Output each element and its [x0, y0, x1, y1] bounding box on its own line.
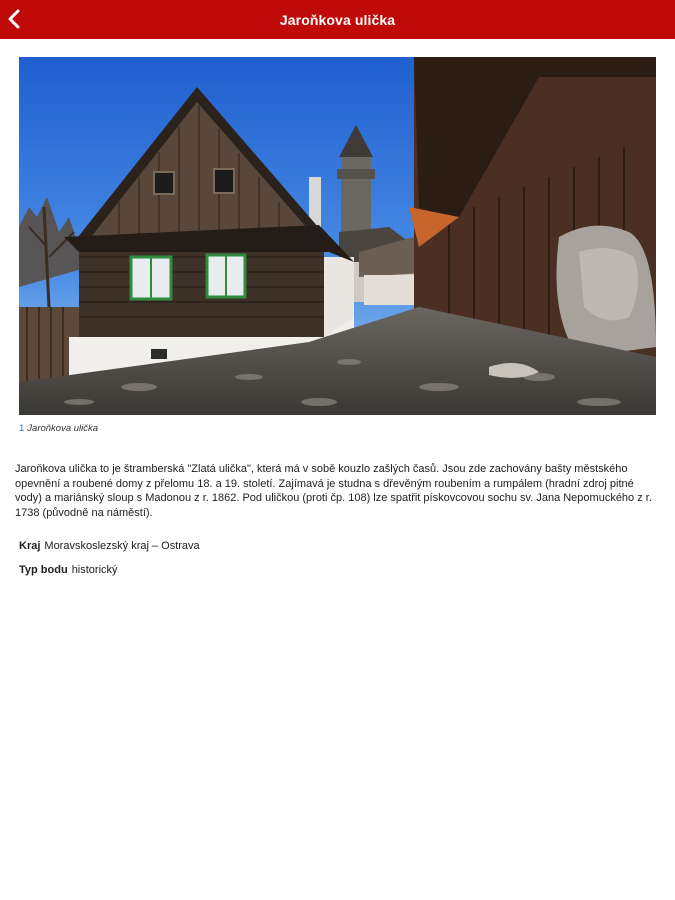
top-navigation-bar — [0, 0, 675, 39]
attribute-type — [19, 564, 118, 576]
photo-caption — [19, 423, 98, 434]
chevron-left-icon — [4, 6, 26, 32]
main-photo[interactable] — [19, 57, 656, 415]
attribute-type-value: historický — [71, 564, 118, 576]
attribute-type-label: Typ bodu — [19, 564, 68, 576]
back-button[interactable] — [4, 6, 26, 32]
attribute-region-label: Kraj — [19, 540, 41, 552]
description-text: Jaroňkova ulička to je štramberská "Zlatá ulička", která má v sobě kouzlo zašlých časů. Jsou zde zachovány bašty městského opevnění a roubené domy z přelomu 18. a 19. století. Zajímavá je studna s dřevěným roubením a rumpálem (hradní zdroj pitné vody) a mariánský sloup s Madonou z r. 1862. Pod uličkou (proti čp. 108) lze spatřit pískovcovou sochu sv. Jana Nepomuckého z r. 1738 (původně na náměstí). — [15, 463, 652, 519]
page-title: Jaroňkova ulička — [279, 11, 396, 28]
attribute-region-value: Moravskoslezský kraj – Ostrava — [44, 540, 200, 552]
caption-number: 1 — [19, 423, 25, 434]
attribute-region — [19, 540, 200, 552]
caption-text: Jaroňkova ulička — [27, 423, 99, 434]
